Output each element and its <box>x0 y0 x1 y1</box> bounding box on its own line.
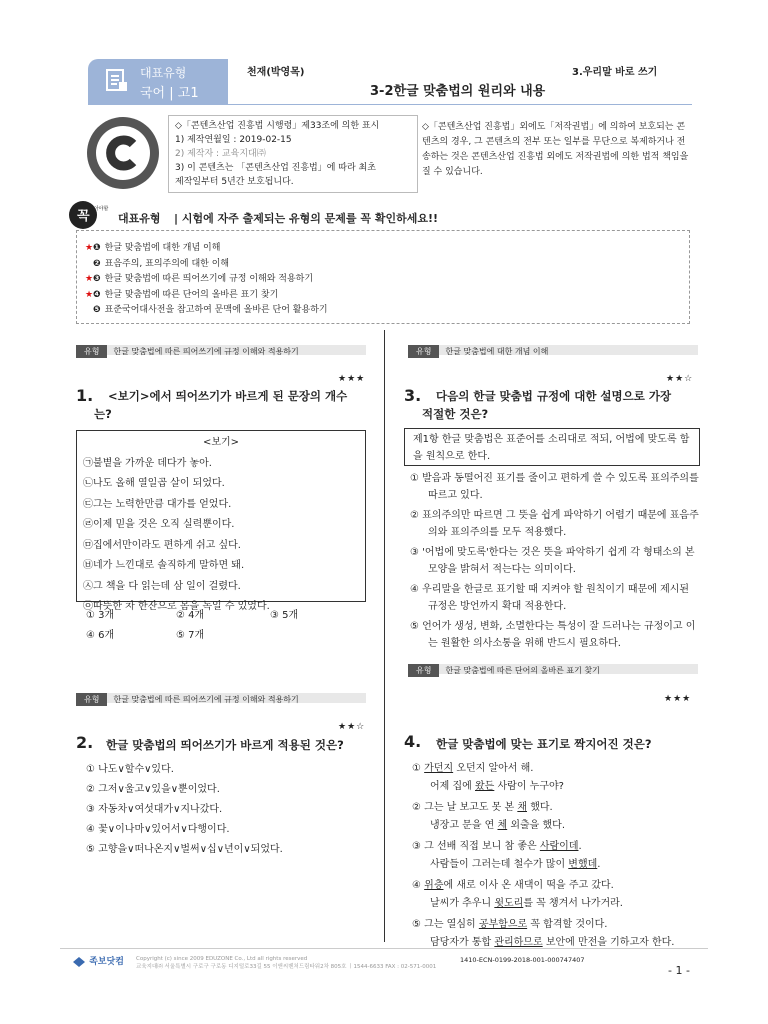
header-category: 대표유형 <box>140 66 187 80</box>
q4-number: 4. <box>404 732 422 751</box>
badge-small-text: 알아야할 <box>89 206 109 212</box>
must-know-badge-icon <box>68 200 109 230</box>
goal-item <box>85 272 689 288</box>
representative-type-desc: | 시험에 자주 출제되는 유형의 문제를 꼭 확인하세요!! <box>174 212 439 225</box>
q4-difficulty: ★★★ <box>664 694 692 704</box>
tag-pill: 유형 <box>408 664 439 677</box>
q4-option[interactable]: ① 가던지 오던지 알아서 해. 어제 집에 왔든 사람이 누구야? <box>412 763 564 792</box>
q3-option[interactable]: ② 표의주의만 따르면 그 뜻을 쉽게 파악하기 어렵기 때문에 표음주의와 표의주의를 모두 적용했다. <box>410 510 699 538</box>
goal-star: ★ <box>85 274 94 284</box>
header-publisher: 천재(박영목) <box>247 67 305 78</box>
goal-text: 한글 맞춤법에 대한 개념 이해 <box>104 243 221 253</box>
q2-option[interactable]: ⑤ 고향을∨떠나온지∨벌써∨십∨년이∨되었다. <box>86 844 283 855</box>
goal-item <box>85 303 689 319</box>
copyright-notice <box>168 115 418 193</box>
underlined-word: 위층 <box>424 880 444 891</box>
q2-tag <box>76 693 299 706</box>
goal-num: ❷ <box>93 258 101 269</box>
q2-option[interactable]: ④ 꽃∨이나마∨있어서∨다행이다. <box>86 824 230 835</box>
q3-text: 다음의 한글 맞춤법 규정에 대한 설명으로 가장 <box>436 389 672 403</box>
q3-difficulty: ★★☆ <box>666 374 694 384</box>
q1-example-box <box>76 430 366 612</box>
example-item: ㉤집에서만이라도 편하게 쉬고 싶다. <box>83 539 241 551</box>
copyright-warning: ◇「콘텐츠산업 진흥법」외에도「저작권법」에 의하여 보호되는 콘텐츠의 경우, 그 콘텐츠의 전부 또는 일부를 무단으로 복제하거나 전송하는 것은 콘텐츠산업 진흥법 외에도 저작권법에 의한 법적 책임을 질 수 있습니다. <box>422 122 689 177</box>
option-num: ② <box>412 802 421 813</box>
example-title: <보기> <box>202 437 240 448</box>
goal-num: ❸ <box>93 274 101 284</box>
underlined-word: 관리하므로 <box>494 937 543 948</box>
underlined-word: 윗도리 <box>494 898 524 909</box>
q1-text: <보기>에서 띄어쓰기가 바르게 된 문장의 개수 <box>108 389 348 403</box>
q4-option[interactable]: ④ 위층에 새로 이사 온 새댁이 떡을 주고 갔다. 날씨가 추우니 윗도리를 꼭 챙겨서 나가거라. <box>412 880 623 909</box>
q3-option[interactable]: ① 발음과 동떨어진 표기를 줄이고 편하게 쓸 수 있도록 표의주의를 따르고 있다. <box>410 473 699 501</box>
q3-text-cont: 적절한 것은? <box>422 407 489 421</box>
goal-num: ❹ <box>93 289 101 300</box>
q3-option[interactable]: ③ '어법에 맞도록'한다는 것은 뜻을 파악하기 쉽게 각 형태소의 본 모양을 밝혀서 적는다는 의미이다. <box>410 547 695 575</box>
goal-text: 한글 맞춤법에 따른 단어의 올바른 표기 찾기 <box>104 289 279 300</box>
q4-options <box>412 760 700 955</box>
document-icon <box>104 68 130 94</box>
q2-difficulty: ★★☆ <box>338 722 366 732</box>
q1-text-cont: 는? <box>94 407 112 421</box>
copyright-logo-icon <box>86 116 160 190</box>
q2-option[interactable]: ③ 자동차∨여섯대가∨지나갔다. <box>86 804 223 815</box>
goal-item <box>85 288 689 304</box>
copyright-line: 제작일부터 5년간 보호됩니다. <box>175 177 294 187</box>
q2-text: 한글 맞춤법의 띄어쓰기가 바르게 적용된 것은? <box>106 738 344 752</box>
underlined-word: 변했데 <box>568 859 598 870</box>
goal-star: ★ <box>85 243 94 253</box>
q2-number: 2. <box>76 733 94 752</box>
example-item: ㉦그 책을 다 읽는데 삼 일이 걸렸다. <box>83 580 241 592</box>
underlined-word: 왔든 <box>475 781 495 792</box>
example-item: ㉧따뜻한 차 한잔으로 몸을 녹일 수 있었다. <box>83 601 270 612</box>
badge-big-text: 꼭 <box>77 209 90 224</box>
footer-logo-text: 족보닷컴 <box>89 957 124 967</box>
tag-pill: 유형 <box>408 345 439 358</box>
footer-logo-icon <box>72 956 86 968</box>
option-num: ③ <box>412 841 421 852</box>
example-item: ㉢그는 노력한만큼 대가를 얻었다. <box>83 498 232 510</box>
goal-item <box>85 257 689 273</box>
q2-option[interactable]: ② 그저∨울고∨있을∨뿐이었다. <box>86 784 220 795</box>
q3-rule-box: 제1항 한글 맞춤법은 표준어를 소리대로 적되, 어법에 맞도록 함을 원칙으로 한다. <box>404 428 700 466</box>
example-item: ㉣이제 믿을 것은 오직 실력뿐이다. <box>83 519 235 530</box>
q4-text: 한글 맞춤법에 맞는 표기로 짝지어진 것은? <box>436 737 652 751</box>
goal-num: ❶ <box>93 243 101 253</box>
underlined-word: 공부함으로 <box>478 919 528 930</box>
q3-options <box>410 470 700 655</box>
example-item: ㉠불볕을 가까운 데다가 놓아. <box>83 457 212 469</box>
q1-number: 1. <box>76 386 94 405</box>
goal-item <box>85 241 689 257</box>
tag-text: 한글 맞춤법에 따른 띄어쓰기에 규정 이해와 적용하기 <box>113 347 299 356</box>
q4-option[interactable]: ③ 그 선배 직접 보니 참 좋은 사람이데. 사람들이 그러는데 철수가 많이 변했데. <box>412 841 601 870</box>
goal-star: ★ <box>85 289 94 300</box>
goal-text: 표준국어대사전을 참고하여 문맥에 올바른 단어 활용하기 <box>104 305 328 315</box>
header-rule <box>228 104 692 105</box>
q3-option[interactable]: ⑤ 언어가 생성, 변화, 소멸한다는 특성이 잘 드러나는 규정이고 이는 원활한 의사소통을 위해 반드시 필요하다. <box>410 621 696 649</box>
column-divider <box>384 330 385 942</box>
q1-option[interactable]: ② 4개 <box>176 610 205 621</box>
q1-option[interactable]: ③ 5개 <box>270 610 299 621</box>
q1-difficulty: ★★★ <box>338 374 366 384</box>
underlined-word: 채 <box>517 802 528 813</box>
tag-text: 한글 맞춤법에 대한 개념 이해 <box>445 347 549 356</box>
representative-type-label: 대표유형 <box>118 212 161 225</box>
q4-tag <box>408 664 600 677</box>
option-num: ⑤ <box>412 919 421 930</box>
example-item: ㉥네가 느낀대로 솔직하게 말하면 돼. <box>83 560 245 571</box>
underlined-word: 체 <box>497 820 508 831</box>
page-number: - 1 - <box>668 964 690 977</box>
tag-text: 한글 맞춤법에 따른 단어의 올바른 표기 찾기 <box>445 666 600 675</box>
option-num: ④ <box>412 880 421 891</box>
goal-text: 표음주의, 표의주의에 대한 이해 <box>104 258 230 269</box>
learning-goals-box <box>76 230 690 324</box>
header-unit: 3.우리말 바로 쓰기 <box>572 67 658 78</box>
q4-option[interactable]: ② 그는 날 보고도 못 본 채 했다. 냉장고 문을 연 체 외출을 했다. <box>412 802 566 831</box>
goal-num: ❺ <box>93 305 101 315</box>
q1-option[interactable]: ① 3개 <box>86 610 115 621</box>
option-num: ① <box>412 763 421 774</box>
footer-rule <box>60 948 708 949</box>
underlined-word: 가던지 <box>424 763 454 774</box>
page-title: 3-2한글 맞춤법의 원리와 내용 <box>370 84 546 99</box>
copyright-line: ◇「콘텐츠산업 진흥법 시행령」제33조에 의한 표시 <box>175 121 380 131</box>
q4-option[interactable]: ⑤ 그는 열심히 공부함으로 꼭 합격할 것이다. 담당자가 통합 관리하므로 보안에 만전을 기하고자 한다. <box>412 919 675 948</box>
footer-logo <box>72 954 124 968</box>
q3-number: 3. <box>404 386 422 405</box>
q1-option[interactable]: ⑤ 7개 <box>176 630 205 641</box>
footer-copyright: Copyright (c) since 2009 EDUZONE Co., Ltd all rights reserved 교육지대㈜ 서울특별시 구로구 구로동 디지털로33길 55 이앤씨벤처드림타워2차 805호 ㅣ1544-6633 FAX : 02-571-0001 <box>136 956 437 970</box>
goal-text: 한글 맞춤법에 따른 띄어쓰기에 규정 이해와 적용하기 <box>104 274 314 284</box>
copyright-line: 2) 제작자 : 교육지대㈜ <box>175 149 266 159</box>
example-item: ㉡나도 올해 열일곱 살이 되었다. <box>83 478 225 489</box>
footer-code: 1410-ECN-0199-2018-001-000747407 <box>460 956 585 964</box>
q2-option[interactable]: ① 나도∨할수∨있다. <box>86 764 174 775</box>
copyright-line: 3) 이 콘텐츠는 「콘텐츠산업 진흥법」에 따라 최초 <box>175 163 376 173</box>
tag-pill: 유형 <box>76 693 107 706</box>
q1-option[interactable]: ④ 6개 <box>86 630 115 641</box>
header-subject: 국어 | 고1 <box>140 86 199 101</box>
q3-option[interactable]: ④ 우리말을 한글로 표기할 때 지켜야 할 원칙이기 때문에 제시된 규정은 방언까지 확대 적용한다. <box>410 584 690 612</box>
copyright-line: 1) 제작연월일 : 2019-02-15 <box>175 135 292 145</box>
underlined-word: 사람이데 <box>539 841 579 852</box>
q3-tag <box>408 345 548 358</box>
tag-pill: 유형 <box>76 345 107 358</box>
q1-tag <box>76 345 299 358</box>
tag-text: 한글 맞춤법에 따른 띄어쓰기에 규정 이해와 적용하기 <box>113 695 299 704</box>
